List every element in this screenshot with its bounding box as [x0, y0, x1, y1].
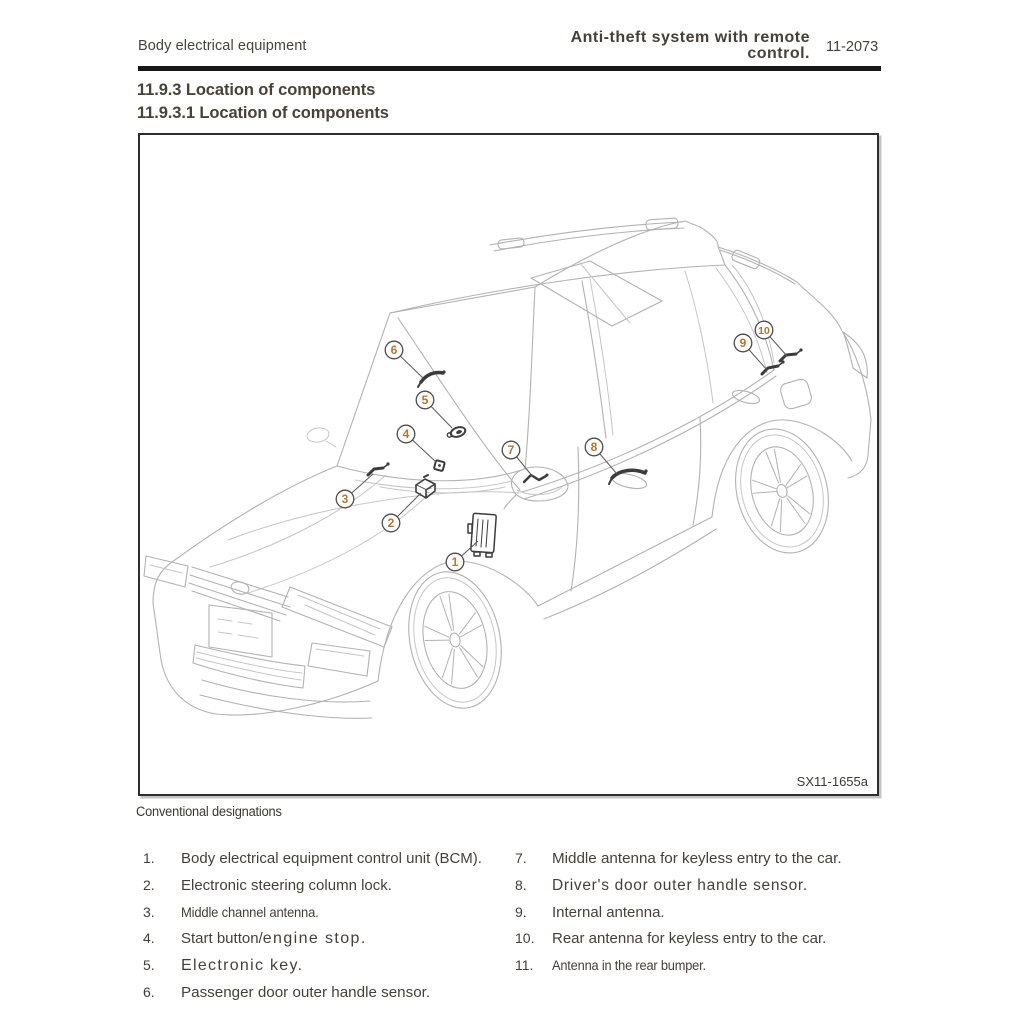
legend-item-text: Body electrical equipment control unit (BCM).: [181, 850, 482, 867]
wheel-spoke: [788, 496, 810, 514]
legend-item: [515, 952, 895, 979]
legend-column-left: [143, 845, 513, 1006]
wheel-spoke: [787, 476, 807, 488]
legend-item: [143, 925, 513, 952]
wheel-spoke: [771, 498, 780, 526]
legend-item-number: 2.: [143, 876, 155, 893]
legend-item-text: Antenna in the rear bumper.: [552, 958, 706, 974]
wheel-spoke: [452, 649, 455, 684]
wheel-spoke: [461, 646, 483, 667]
vehicle-line-art: [144, 218, 871, 718]
middle-channel-antenna-icon: [368, 462, 390, 475]
legend-item: [143, 979, 513, 1006]
wheel-spoke: [774, 449, 780, 482]
legend-item-text: Passenger door outer handle sensor.: [181, 983, 431, 1001]
callout-number: 1: [451, 555, 459, 570]
front-wheel: [397, 563, 514, 717]
callout-leader-lines: [345, 330, 787, 562]
legend-title: Conventional designations: [136, 804, 282, 819]
legend-item-number: 4.: [143, 930, 155, 947]
legend-item-number: 6.: [143, 983, 155, 1000]
vehicle-location-diagram: [140, 135, 877, 794]
callout-number: 9: [739, 336, 747, 351]
legend-item: [515, 845, 895, 872]
passenger-handle-sensor-icon: [418, 370, 446, 387]
wheel-spoke: [786, 465, 801, 486]
lower-grille: [193, 643, 370, 688]
legend-item: [515, 872, 895, 899]
wheel-spoke: [787, 498, 805, 524]
license-plate: [209, 605, 272, 657]
wheel-spoke: [461, 625, 482, 637]
callout-number: 2: [387, 516, 395, 531]
electronic-key-icon: [447, 425, 466, 438]
legend-item-number: 10.: [515, 930, 535, 947]
wheel-spoke: [460, 648, 478, 677]
wheel-spoke: [752, 480, 775, 489]
legend-item-text: Start button/: [181, 930, 263, 948]
header-rule: [138, 66, 881, 71]
legend-item: [515, 899, 895, 926]
legend-item-text: Internal antenna.: [552, 903, 665, 921]
wheel-spoke: [425, 626, 449, 637]
legend-item-text: Rear antenna for keyless entry to the car.: [552, 930, 827, 948]
far-side-mirror: [306, 426, 336, 447]
legend-item: [143, 952, 513, 979]
legend-item-text: Driver's door outer handle sensor.: [552, 876, 808, 894]
callout-markers: [336, 321, 773, 571]
wheel-spoke: [766, 452, 779, 483]
legend-item: [143, 899, 513, 926]
component-icons: [368, 348, 803, 557]
subsection-heading: 11.9.3.1 Location of components: [137, 104, 389, 122]
legend-item-text: Electronic steering column lock.: [181, 876, 392, 894]
callout-number: 5: [421, 393, 429, 408]
legend-item-number: 8.: [515, 876, 527, 893]
legend-item-text: Middle channel antenna.: [181, 903, 319, 920]
callout-number: 6: [390, 343, 398, 358]
figure-frame: [138, 133, 879, 796]
wheel-spoke: [780, 500, 781, 532]
section-heading: 11.9.3 Location of components: [137, 81, 376, 99]
fuel-door: [779, 378, 813, 411]
legend-item-number: 3.: [143, 903, 155, 920]
wheel-spoke: [753, 492, 776, 494]
legend-item-number: 11.: [515, 957, 534, 974]
front-grille: [189, 567, 290, 621]
headlights: [144, 556, 392, 647]
running-header-section: Body electrical equipment: [138, 38, 307, 54]
roof-rails: [490, 218, 761, 270]
legend-item-number: 1.: [143, 850, 155, 866]
legend-item-text: Middle antenna for keyless entry to the car.: [552, 850, 842, 867]
legend-item-number: 9.: [515, 903, 527, 920]
legend-item-text: Electronic key.: [181, 957, 304, 975]
callout-number: 10: [758, 325, 770, 338]
legend-item-text-suffix: engine stop.: [262, 930, 367, 948]
legend-item-number: 5.: [143, 957, 155, 974]
figure-code: SX11-1655a: [796, 774, 868, 789]
doc-title-line1: Anti-theft system with remote: [570, 29, 810, 46]
middle-keyless-antenna-icon: [524, 474, 549, 483]
doc-title-line2: control.: [747, 44, 810, 62]
page-number: 11-2073: [826, 39, 879, 55]
callout-number: 7: [507, 443, 515, 458]
doc-title: [571, 30, 810, 61]
legend-item: [515, 925, 895, 952]
legend-item: [143, 845, 513, 872]
wheel-spoke: [459, 613, 475, 635]
legend-column-right: [515, 845, 895, 979]
wheel-spoke: [442, 648, 452, 678]
bcm-unit-icon: [468, 513, 496, 557]
callout-number: 3: [341, 492, 349, 507]
legend-item-number: 7.: [515, 850, 527, 866]
legend-item: [143, 872, 513, 899]
rear-keyless-antenna-icon: [780, 348, 803, 361]
callout-number: 8: [590, 440, 598, 455]
callout-number: 4: [402, 427, 410, 442]
